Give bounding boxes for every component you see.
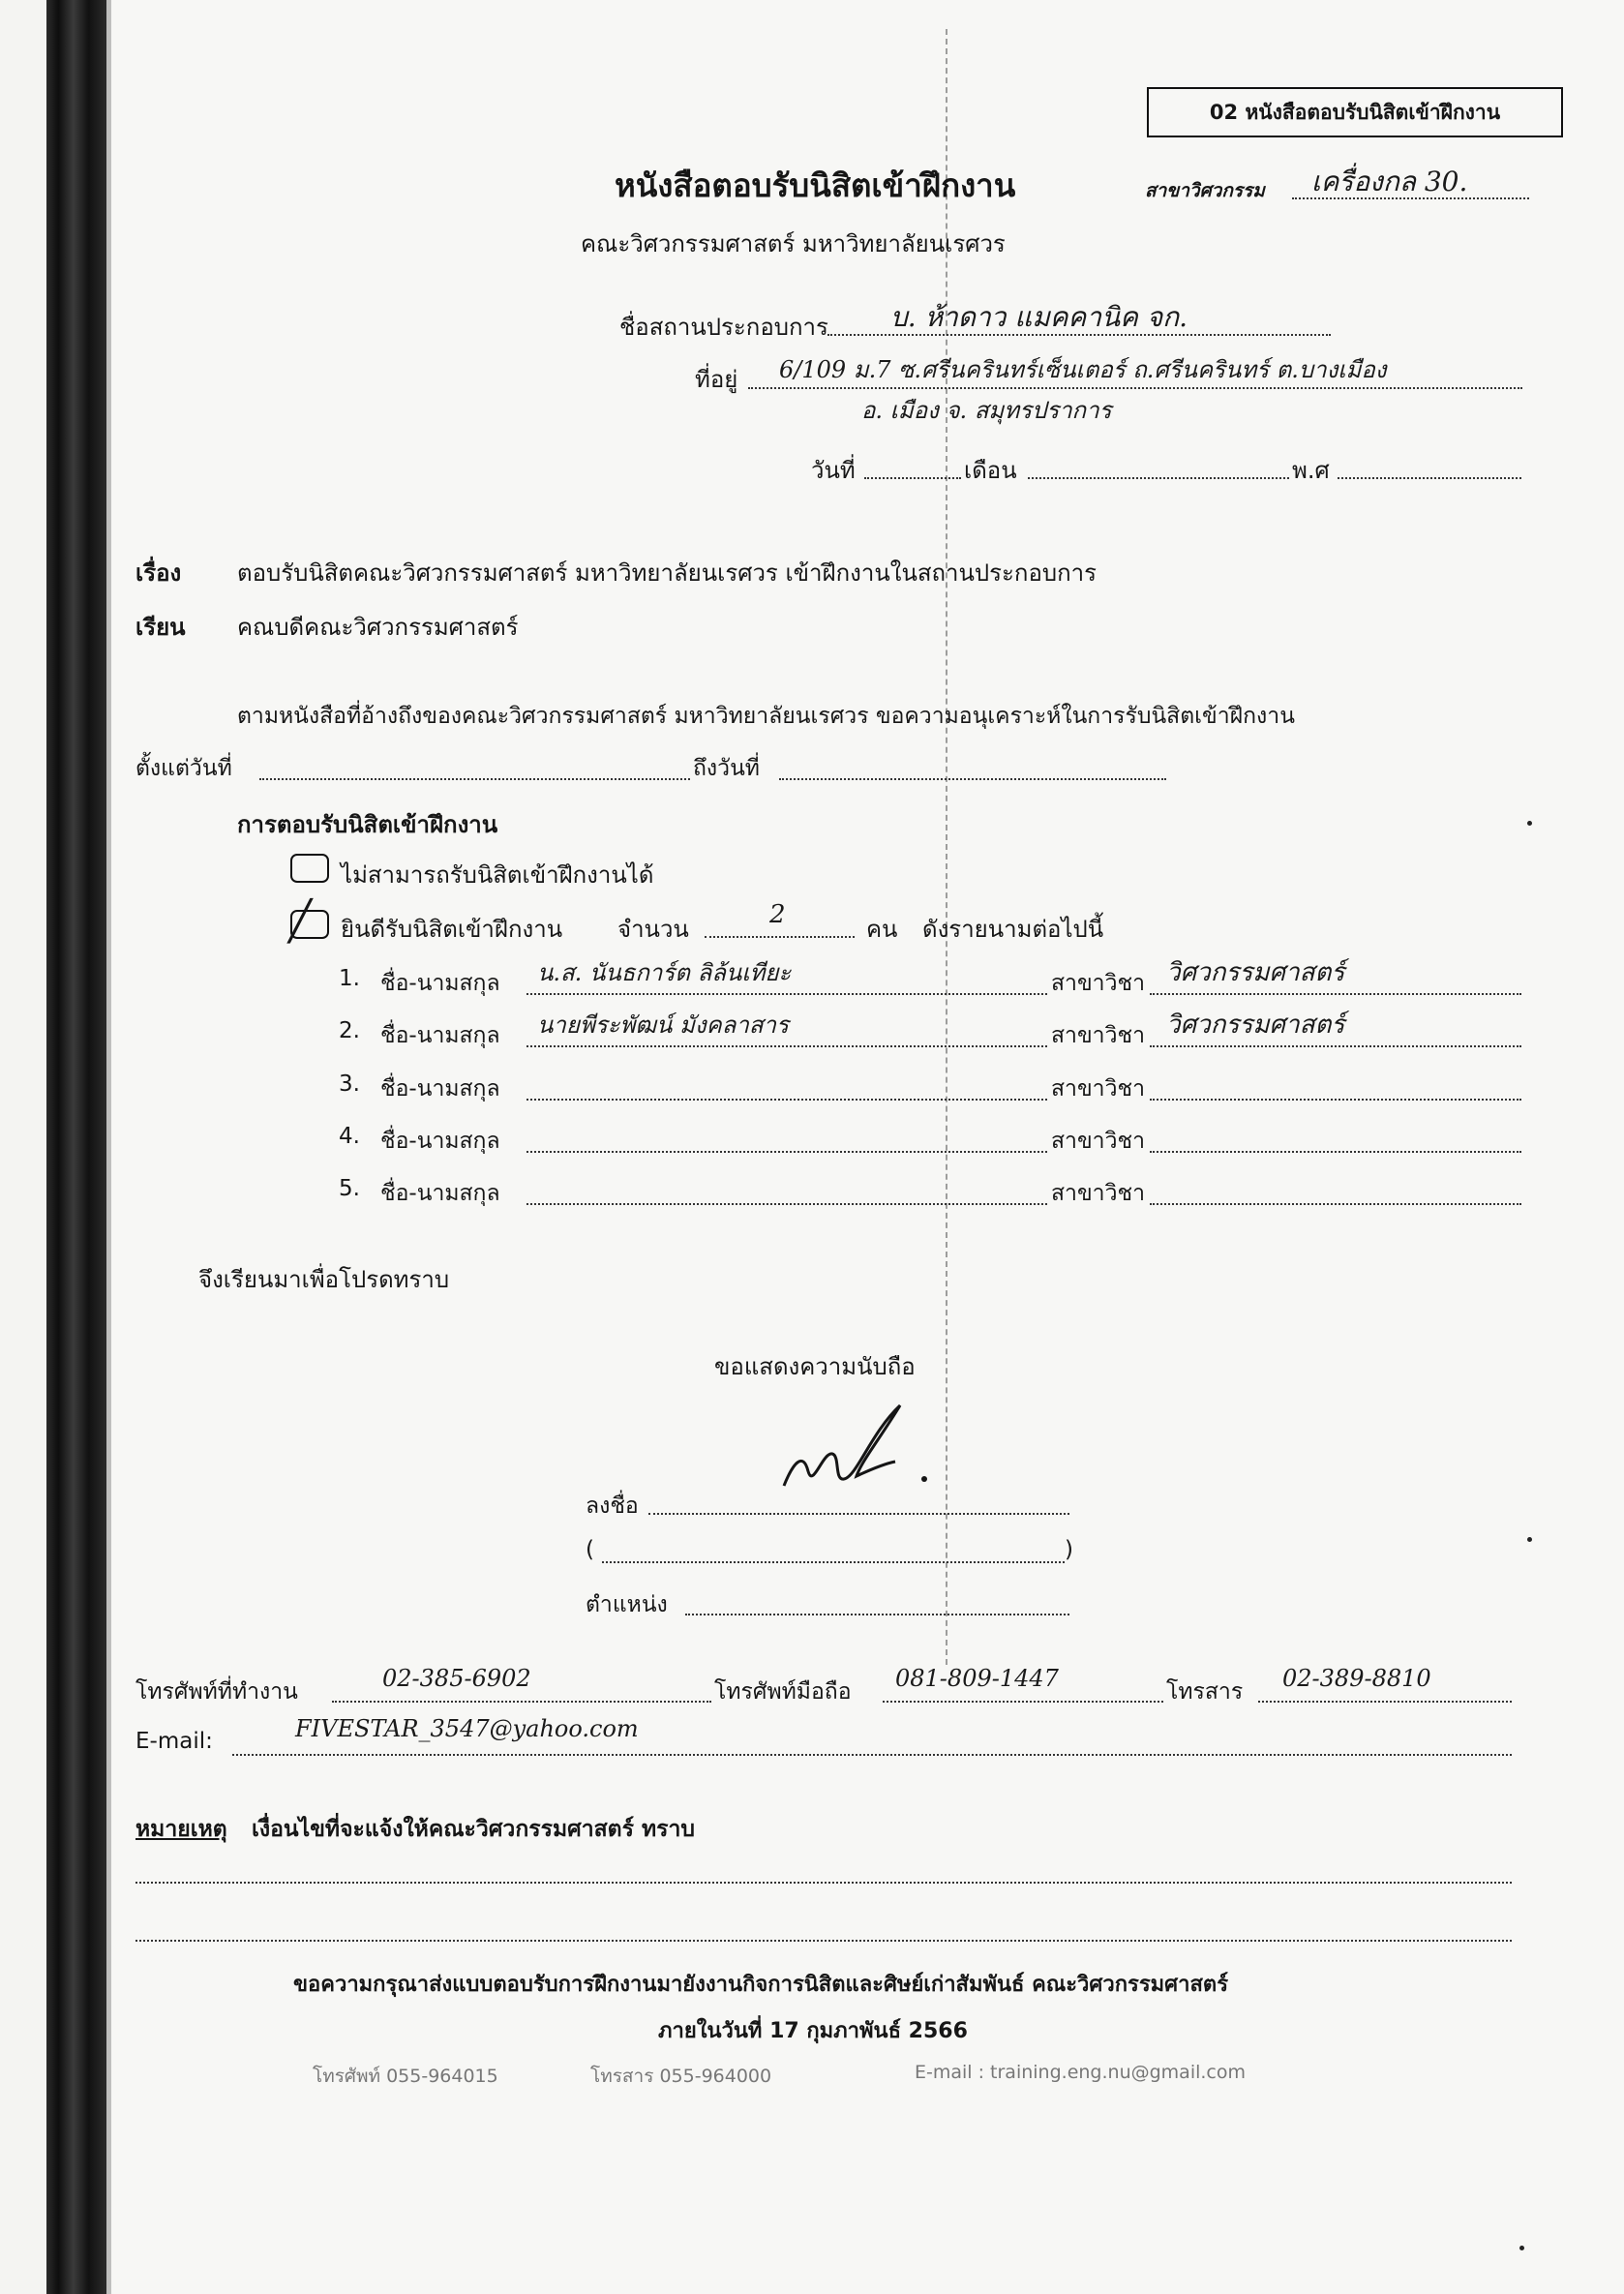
count-value: 2 — [769, 900, 786, 929]
count-suffix: ดังรายนามต่อไปนี้ — [922, 916, 1104, 943]
binding-strip — [46, 0, 106, 2294]
student-number: 3. — [339, 1072, 360, 1097]
company-name-label: ชื่อสถานประกอบการ — [619, 314, 828, 341]
work-phone-label: โทรศัพท์ที่ทำงาน — [135, 1679, 298, 1705]
year-label: พ.ศ — [1292, 457, 1330, 484]
student-major-label: สาขาวิชา — [1051, 971, 1146, 996]
count-label: จำนวน — [617, 916, 689, 943]
footer-email: E-mail : training.eng.nu@gmail.com — [915, 2062, 1246, 2083]
until-date-label: ถึงวันที่ — [693, 756, 760, 781]
faculty-subtitle: คณะวิศวกรรมศาสตร์ มหาวิทยาลัยนเรศวร — [581, 230, 1006, 257]
footer-deadline: ภายในวันที่ 17 กุมภาพันธ์ 2566 — [658, 2019, 968, 2043]
student-name-label: ชื่อ-นามสกุล — [380, 1181, 500, 1206]
email-value: FIVESTAR_3547@yahoo.com — [295, 1715, 639, 1742]
scan-speck — [1527, 1537, 1532, 1542]
student-number: 4. — [339, 1124, 360, 1149]
accept-option-label: ยินดีรับนิสิตเข้าฝึกงาน — [341, 916, 563, 943]
student-number: 2. — [339, 1018, 360, 1043]
student-major-label: สาขาวิชา — [1051, 1023, 1146, 1048]
date-label: วันที่ — [811, 457, 856, 484]
body-paragraph: ตามหนังสือที่อ้างถึงของคณะวิศวกรรมศาสตร์ มหาวิทยาลัยนเรศวร ขอความอนุเคราะห์ในการรับนิสิตเข้าฝึกงาน — [237, 704, 1295, 729]
note-label: หมายเหตุ — [135, 1817, 227, 1842]
student-number: 5. — [339, 1176, 360, 1201]
position-label: ตำแหน่ง — [586, 1592, 668, 1617]
to-text: คณบดีคณะวิศวกรรมศาสตร์ — [237, 614, 519, 641]
closing-regards: ขอแสดงความนับถือ — [714, 1353, 916, 1380]
student-number: 1. — [339, 966, 360, 991]
student-major-label: สาขาวิชา — [1051, 1076, 1146, 1102]
address-line-1: 6/109 ม.7 ซ.ศรีนครินทร์เซ็นเตอร์ ถ.ศรีนครินทร์ ต.บางเมือง — [779, 356, 1387, 383]
count-unit: คน — [866, 916, 898, 943]
footer-instruction: ขอความกรุณาส่งแบบตอบรับการฝึกงานมายังงานกิจการนิสิตและศิษย์เก่าสัมพันธ์ คณะวิศวกรรมศาสตร์ — [293, 1973, 1229, 1997]
closing-inform: จึงเรียนมาเพื่อโปรดทราบ — [198, 1266, 450, 1293]
student-name-label: ชื่อ-นามสกุล — [380, 1076, 500, 1102]
branch-value: เครื่องกล 30. — [1311, 166, 1468, 197]
work-phone-value: 02-385-6902 — [382, 1665, 531, 1692]
fax-label: โทรสาร — [1166, 1679, 1244, 1705]
fax-value: 02-389-8810 — [1282, 1665, 1431, 1692]
branch-label: สาขาวิศวกรรม — [1145, 180, 1265, 201]
from-date-label: ตั้งแต่วันที่ — [135, 756, 232, 781]
student-name-value: นายพีระพัฒน์ มังคลาสาร — [537, 1011, 789, 1039]
student-name-label: ชื่อ-นามสกุล — [380, 1023, 500, 1048]
email-label: E-mail: — [135, 1729, 213, 1754]
scan-speck — [1519, 2246, 1524, 2250]
student-name-label: ชื่อ-นามสกุล — [380, 971, 500, 996]
student-major-value: วิศวกรรมศาสตร์ — [1166, 1011, 1345, 1040]
student-major-value: วิศวกรรมศาสตร์ — [1166, 958, 1345, 987]
paren-close: ) — [1065, 1537, 1073, 1562]
sign-label: ลงชื่อ — [586, 1494, 639, 1519]
document-title: หนังสือตอบรับนิสิตเข้าฝึกงาน — [615, 166, 1016, 204]
to-label: เรียน — [135, 614, 186, 641]
company-name-value: บ. ห้าดาว แมคคานิค จก. — [890, 301, 1188, 333]
student-name-value: น.ส. นันธการ์ต ลิล้นเทียะ — [537, 959, 792, 986]
mobile-value: 081-809-1447 — [895, 1665, 1059, 1692]
scan-speck — [1527, 821, 1532, 826]
acceptance-heading: การตอบรับนิสิตเข้าฝึกงาน — [237, 811, 498, 838]
student-major-label: สาขาวิชา — [1051, 1129, 1146, 1154]
footer-phone: โทรศัพท์ 055-964015 — [313, 2066, 498, 2087]
check-mark-icon: ╱ — [288, 899, 313, 944]
address-label: ที่อยู่ — [695, 366, 738, 393]
subject-text: ตอบรับนิสิตคณะวิศวกรรมศาสตร์ มหาวิทยาลัยนเรศวร เข้าฝึกงานในสถานประกอบการ — [237, 559, 1098, 587]
footer-fax: โทรสาร 055-964000 — [590, 2066, 772, 2087]
form-code-box: 02 หนังสือตอบรับนิสิตเข้าฝึกงาน — [1147, 87, 1563, 137]
accept-checkbox[interactable] — [288, 899, 329, 944]
paren-open: ( — [586, 1537, 594, 1562]
signature-image — [765, 1394, 948, 1510]
student-major-label: สาขาวิชา — [1051, 1181, 1146, 1206]
month-label: เดือน — [964, 457, 1017, 484]
mobile-label: โทรศัพท์มือถือ — [714, 1679, 852, 1705]
address-line-2: อ. เมือง จ. สมุทรปราการ — [861, 397, 1112, 424]
reject-checkbox[interactable] — [290, 854, 329, 883]
reject-option-label: ไม่สามารถรับนิสิตเข้าฝึกงานได้ — [341, 861, 654, 889]
student-name-label: ชื่อ-นามสกุล — [380, 1129, 500, 1154]
note-text: เงื่อนไขที่จะแจ้งให้คณะวิศวกรรมศาสตร์ ทราบ — [252, 1817, 696, 1842]
subject-label: เรื่อง — [135, 559, 182, 587]
